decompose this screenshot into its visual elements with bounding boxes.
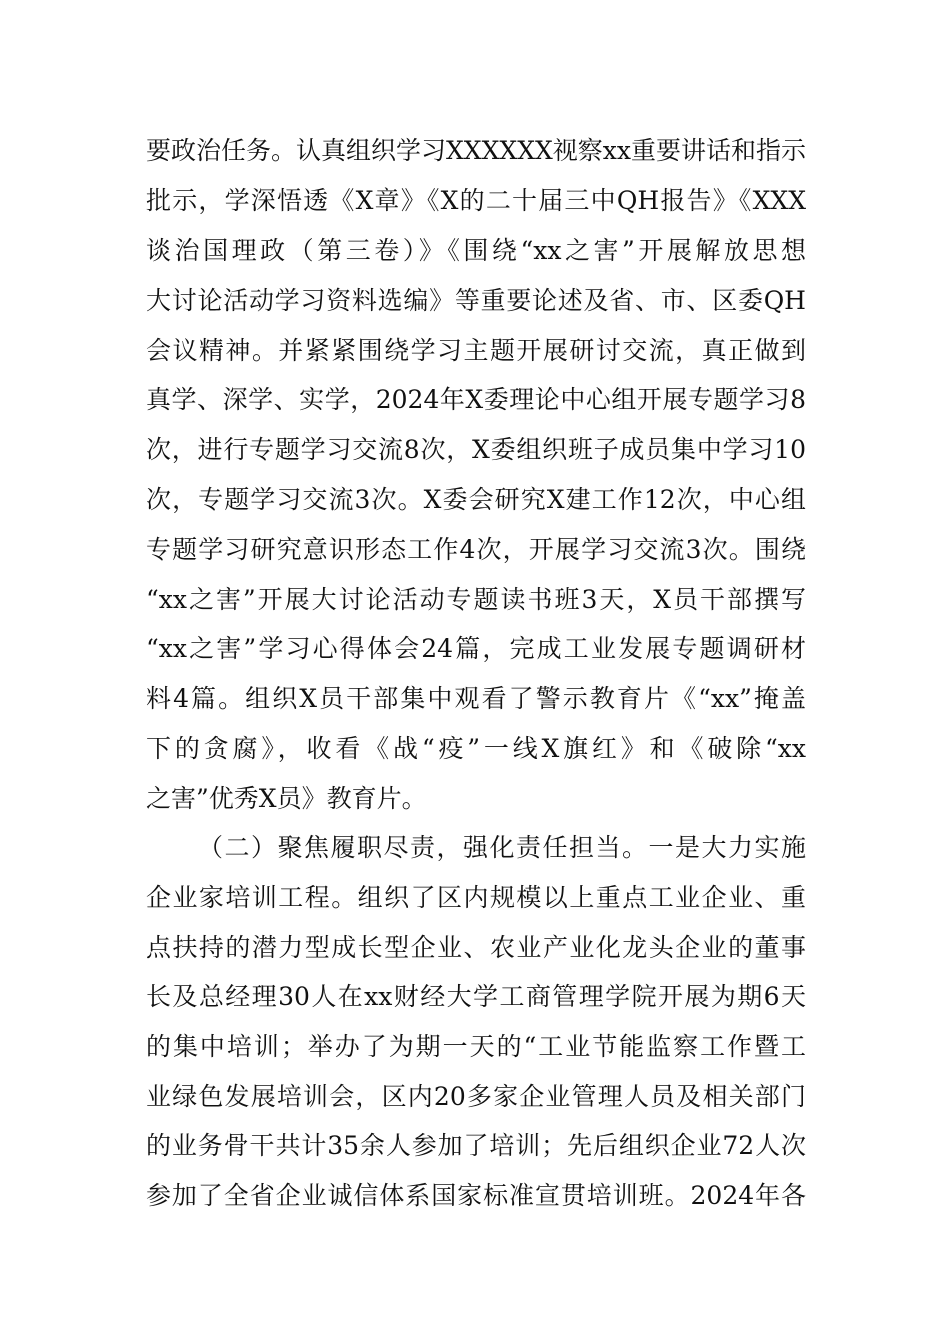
text-line-12: 料4篇。组织X员干部集中观看了警示教育片《“xx”掩盖 [146, 684, 806, 713]
text-line-18: 长及总经理30人在xx财经大学工商管理学院开展为期6天 [146, 982, 806, 1011]
text-line-3: 谈治国理政（第三卷）》《围绕“xx之害”开展解放思想 [146, 236, 806, 265]
text-line-16: 企业家培训工程。组织了区内规模以上重点工业企业、重 [146, 883, 806, 912]
text-line-19: 的集中培训；举办了为期一天的“工业节能监察工作暨工 [146, 1032, 806, 1061]
text-line-7: 次，进行专题学习交流8次，X委组织班子成员集中学习10 [146, 435, 806, 464]
text-line-6: 真学、深学、实学，2024年X委理论中心组开展专题学习8 [146, 385, 806, 414]
text-line-20: 业绿色发展培训会，区内20多家企业管理人员及相关部门 [146, 1082, 806, 1111]
text-line-1: 要政治任务。认真组织学习XXXXXX视察xx重要讲话和指示 [146, 136, 806, 165]
text-line-15: （二）聚焦履职尽责，强化责任担当。一是大力实施 [198, 833, 806, 862]
text-line-9: 专题学习研究意识形态工作4次，开展学习交流3次。围绕 [146, 535, 806, 564]
text-line-17: 点扶持的潜力型成长型企业、农业产业化龙头企业的董事 [146, 933, 806, 962]
text-line-21: 的业务骨干共计35余人参加了培训；先后组织企业72人次 [146, 1131, 806, 1160]
text-line-22: 参加了全省企业诚信体系国家标准宣贯培训班。2024年各 [146, 1181, 806, 1210]
text-line-11: “xx之害”学习心得体会24篇，完成工业发展专题调研材 [146, 634, 806, 663]
text-line-2: 批示，学深悟透《X章》《X的二十届三中QH报告》《XXX [146, 186, 806, 215]
text-line-13: 下的贪腐》，收看《战“疫”一线X旗红》和《破除“xx [146, 734, 806, 763]
text-line-14: 之害”优秀X员》教育片。 [146, 784, 427, 813]
text-line-4: 大讨论活动学习资料选编》等重要论述及省、市、区委QH [146, 286, 806, 315]
text-line-10: “xx之害”开展大讨论活动专题读书班3天，X员干部撰写 [146, 585, 806, 614]
text-line-8: 次，专题学习交流3次。X委会研究X建工作12次，中心组 [146, 485, 806, 514]
text-line-5: 会议精神。并紧紧围绕学习主题开展研讨交流，真正做到 [146, 336, 806, 365]
